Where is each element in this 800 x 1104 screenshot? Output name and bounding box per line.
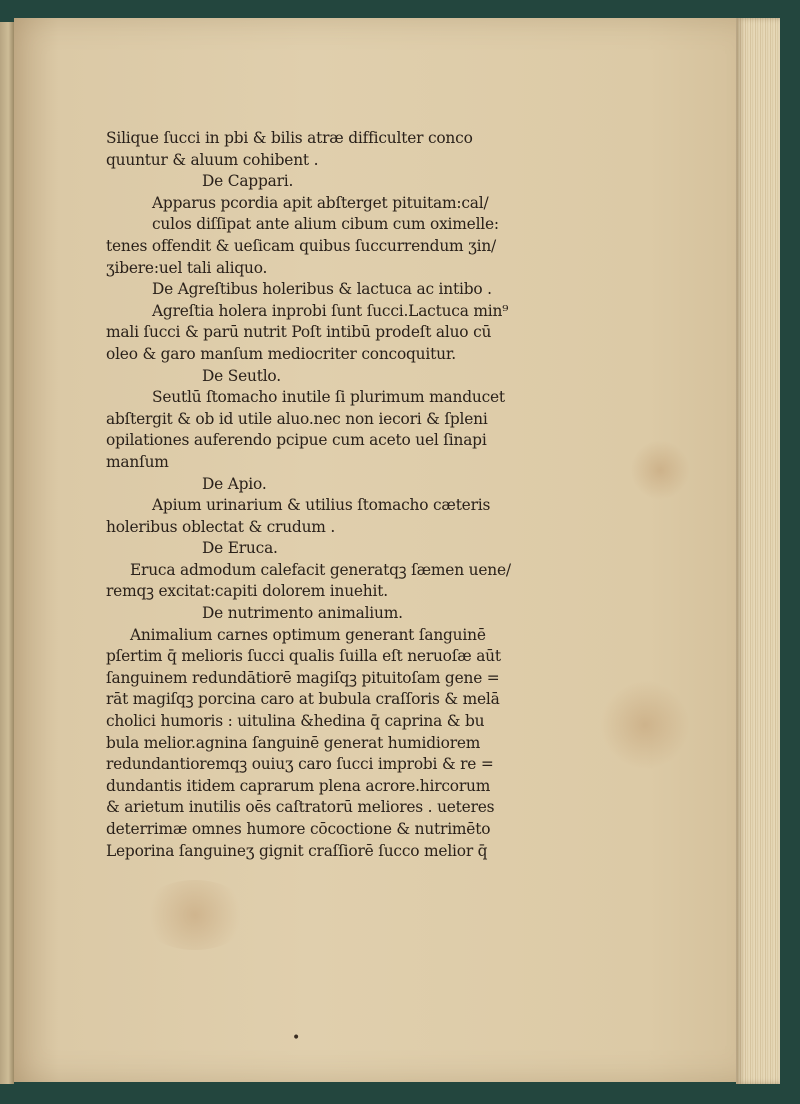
text-line: Leporina ſanguineʒ gignit craſſiorē ſucco melior q̄ (106, 841, 488, 860)
text-line: culos diſſipat ante alium cibum cum oximelle: (152, 215, 499, 234)
text-line: deterrimæ omnes humore cōcoctione & nutrimēto (106, 820, 491, 838)
adjacent-page-edge (0, 22, 14, 1084)
text-line: tenes offendit & ueſicam quibus ſuccurrendum ʒin/ (106, 236, 497, 255)
text-line: holeribus oblectat & crudum . (106, 517, 336, 536)
text-line: ʒibere:uel tali aliquo. (106, 258, 268, 277)
section-heading: De Seutlo. (202, 366, 281, 385)
section-heading: De Eruca. (202, 539, 278, 558)
page-mark: • (292, 1030, 301, 1046)
paper-stain (600, 680, 690, 770)
text-line: ſanguinem redundātiorē magiſqꝫ pituitoſam gene = (106, 668, 500, 687)
section-heading: De Apio. (202, 474, 267, 493)
text-line: Silique ſucci in pbi & bilis atræ difficulter conco (106, 129, 473, 147)
text-line: De Agreſtibus holeribus & lactuca ac intibo . (152, 280, 492, 299)
text-line: opilationes auferendo pcipue cum aceto uel ſinapi (106, 431, 487, 450)
printed-text-block (106, 128, 576, 862)
text-line: remqꝫ excitat:capiti dolorem inuehit. (106, 582, 388, 601)
text-line: bula melior.agnina ſanguinē generat humidiorem (106, 733, 481, 752)
text-line: dundantis itidem caprarum plena acrore.hircorum (106, 776, 491, 795)
text-line: & arietum inutilis oēs caſtratorū meliores . ueteres (106, 798, 495, 817)
text-line: manſum (106, 452, 169, 471)
text-line: redundantioremqꝫ ouiuʒ caro ſucci improbi & re = (106, 755, 494, 774)
text-line: quuntur & aluum cohibent . (106, 150, 319, 169)
paper-stain (630, 440, 690, 500)
text-line: Animalium carnes optimum generant ſanguinē (130, 625, 486, 644)
text-line: cholici humoris : uitulina &hedina q̄ caprina & bu (106, 712, 485, 731)
section-heading: De nutrimento animalium. (202, 604, 403, 623)
text-line: oleo & garo manſum mediocriter concoquitur. (106, 344, 456, 363)
paper-stain (140, 880, 250, 950)
text-line: mali ſucci & parū nutrit Poſt intibū prodeſt aluo cū (106, 323, 492, 342)
text-line: pſertim q̄ melioris ſucci qualis ſuilla eſt neruoſæ aūt (106, 647, 501, 666)
text-line: Eruca admodum calefacit generatqꝫ ſæmen uene/ (130, 560, 511, 579)
text-line: Apium urinarium & utilius ſtomacho cæteris (152, 496, 491, 515)
text-line: abſtergit & ob id utile aluo.nec non iecori & ſpleni (106, 409, 488, 428)
text-line: rāt magiſqꝫ porcina caro at bubula craſſoris & melā (106, 690, 500, 709)
section-heading: De Cappari. (202, 172, 294, 191)
text-line: Agreſtia holera inprobi ſunt ſucci.Lactuca min⁹ (152, 301, 509, 320)
page-stack-edge (736, 18, 780, 1084)
text-line: Apparus pcordia apit abſterget pituitam:cal/ (152, 193, 489, 212)
text-line: Seutlū ſtomacho inutile ſi plurimum manducet (152, 388, 505, 407)
